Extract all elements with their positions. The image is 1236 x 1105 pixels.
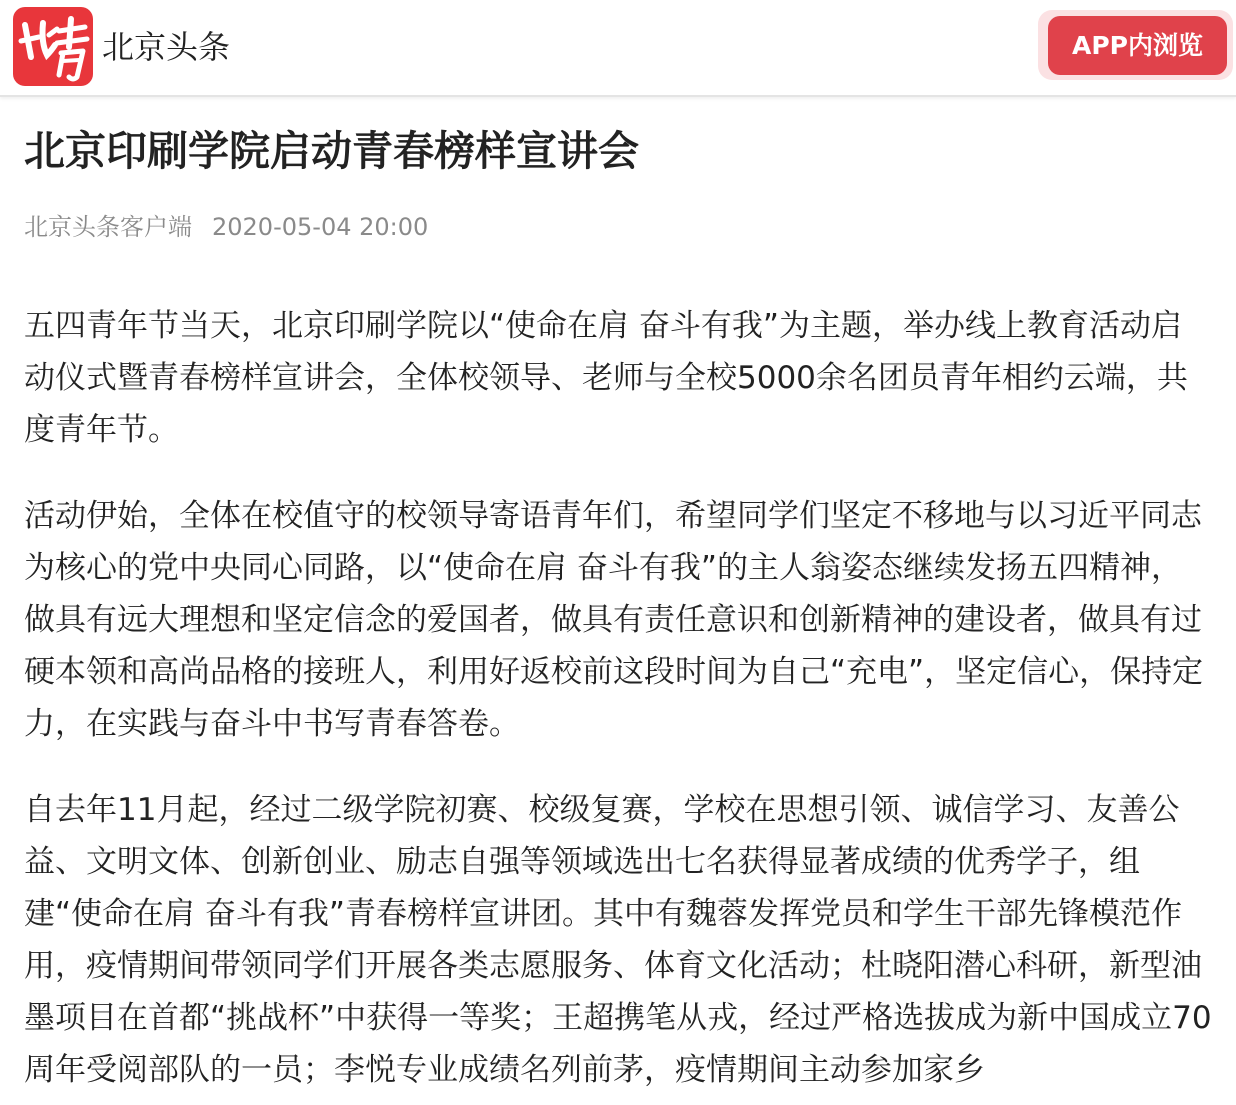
open-in-app-button[interactable]: APP内浏览 [1048, 16, 1227, 75]
article-datetime: 2020-05-04 20:00 [212, 213, 429, 241]
article-paragraph: 活动伊始，全体在校值守的校领导寄语青年们，希望同学们坚定不移地与以习近平同志为核心的党中央同心同路，以“使命在肩 奋斗有我”的主人翁姿态继续发扬五四精神，做具有远大理想和坚定信念的爱国者，做具有责任意识和创新精神的建设者，做具有过硬本领和高尚品格的接班人，利用好返校前这段时间为自己“充电”，坚定信心，保持定力，在实践与奋斗中书写青春答卷。 [24, 498, 1204, 742]
article-meta [24, 212, 1212, 242]
brand-name: 北京头条 [102, 28, 231, 66]
article-paragraph: 五四青年节当天，北京印刷学院以“使命在肩 奋斗有我”为主题，举办线上教育活动启动仪式暨青春榜样宣讲会，全体校领导、老师与全校5000余名团员青年相约云端，共度青年节。 [24, 308, 1188, 448]
article-source[interactable]: 北京头条客户端 [24, 213, 192, 241]
app-button-wrapper [1038, 10, 1233, 80]
article-title: 北京印刷学院启动青春榜样宣讲会 [24, 127, 639, 175]
beiqing-logo-icon[interactable] [13, 7, 93, 86]
article-paragraph: 自去年11月起，经过二级学院初赛、校级复赛，学校在思想引领、诚信学习、友善公益、文明文体、创新创业、励志自强等领域选出七名获得显著成绩的优秀学子，组建“使命在肩 奋斗有我”青春榜样宣讲团。其中有魏蓉发挥党员和学生干部先锋模范作用，疫情期间带领同学们开展各类志愿服务、体育文化活动；杜晓阳潜心科研，新型油墨项目在首都“挑战杯”中获得一等奖；王超携笔从戎，经过严格选拔成为新中国成立70周年受阅部队的一员；李悦专业成绩名列前茅，疫情期间主动参加家乡 [24, 792, 1212, 1088]
top-bar [0, 0, 1236, 97]
article-body [24, 300, 1212, 1096]
article [0, 124, 1236, 1096]
